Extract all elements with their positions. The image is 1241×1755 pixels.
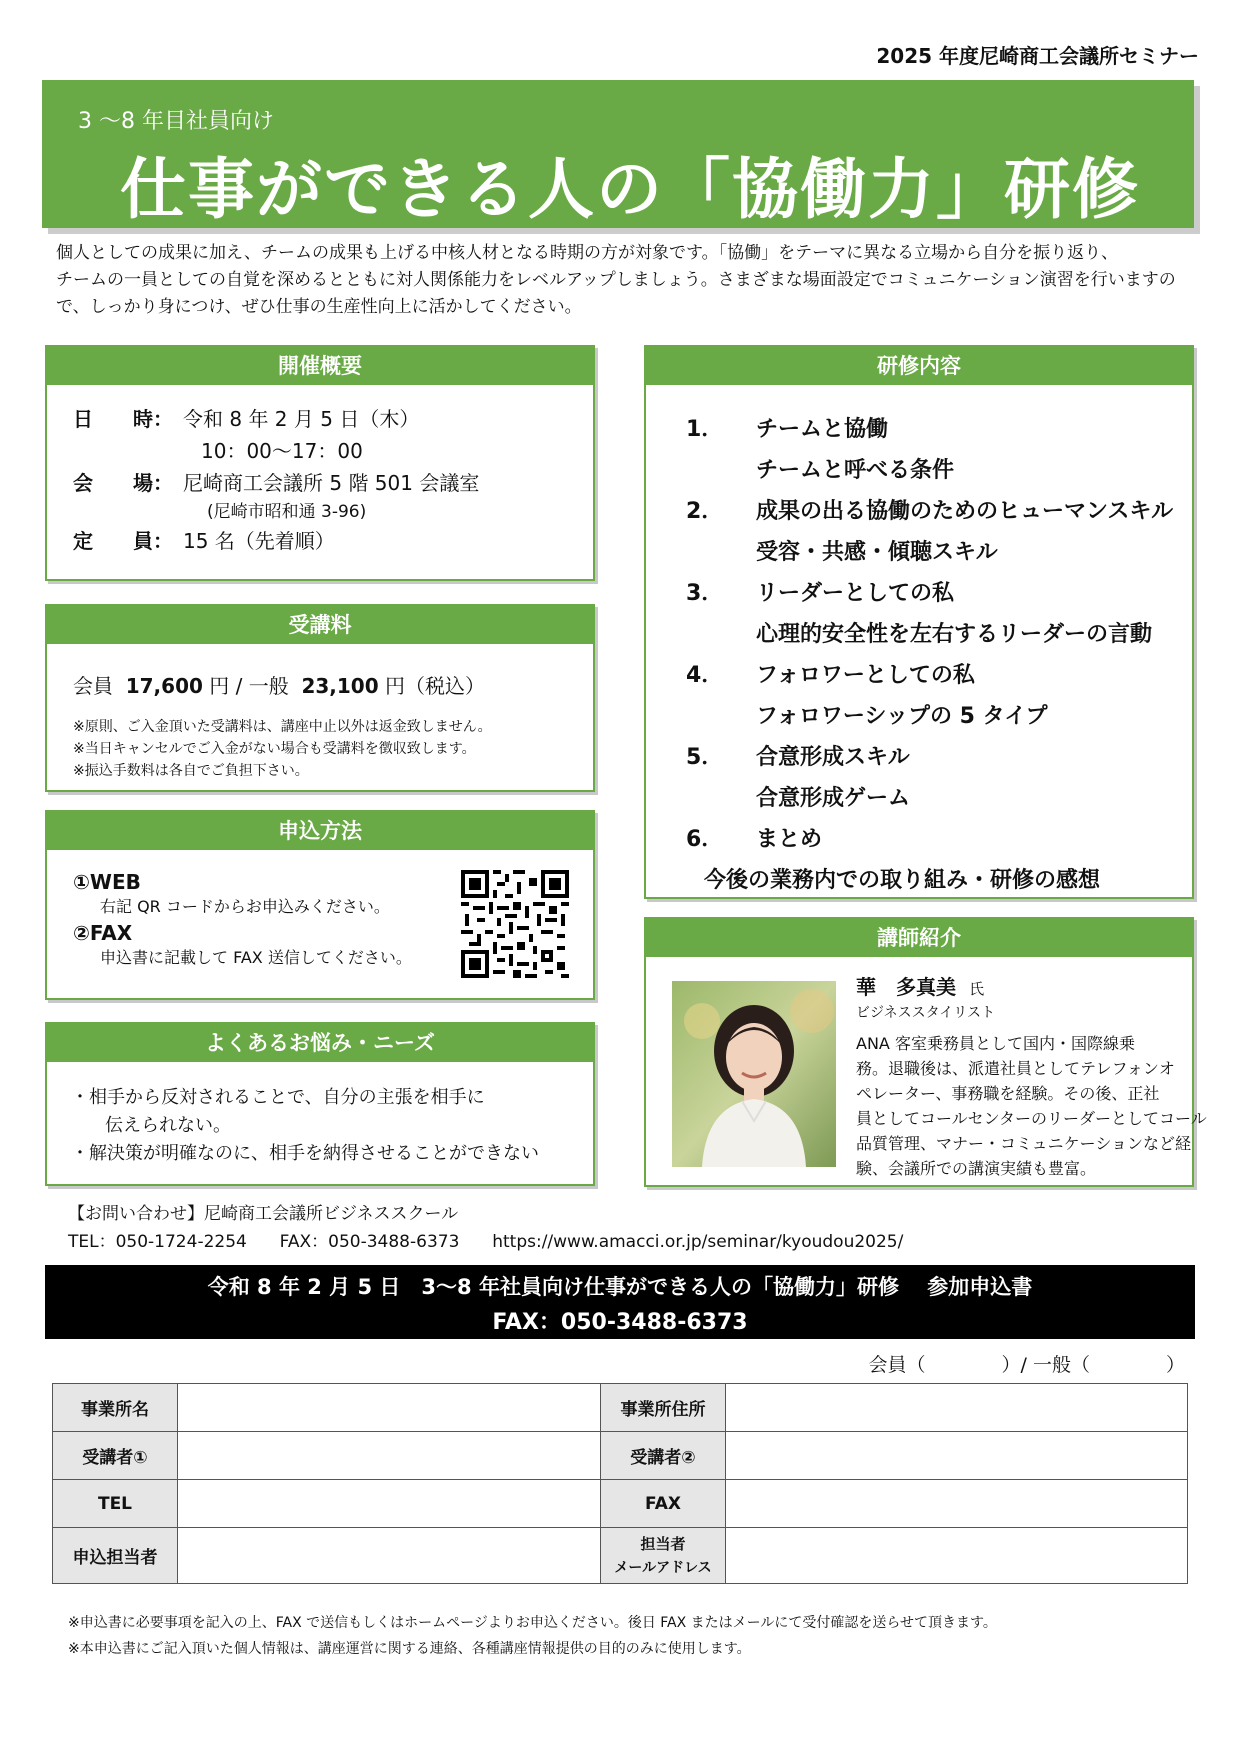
- office-address-field[interactable]: [726, 1384, 1188, 1432]
- title-banner: [42, 80, 1194, 228]
- fee-note: ※当日キャンセルでご入金がない場合も受講料を徴収致します。: [73, 741, 476, 757]
- fee-heading: 受講料: [47, 606, 593, 644]
- instructor-name: 華 多真美: [856, 975, 956, 999]
- capacity-label: 定 員：: [73, 529, 173, 553]
- curriculum-num: 2．: [686, 499, 724, 524]
- curriculum-num: 1．: [686, 417, 724, 442]
- form-note: ※申込書に必要事項を記入の上、FAX で送信もしくはホームページよりお申込ください。後日 FAX またはメールにて受付確認を送らせて頂きます。: [68, 1615, 997, 1631]
- contact-email-label: 担当者 メールアドレス: [601, 1528, 726, 1584]
- curriculum-num: 6．: [686, 827, 724, 852]
- instructor-role: ビジネススタイリスト: [856, 1005, 996, 1021]
- contact-block: [68, 1200, 903, 1256]
- office-name-label: 事業所名: [53, 1384, 178, 1432]
- needs-item: ・解決策が明確なのに、相手を納得させることができない: [71, 1143, 539, 1164]
- overview-heading: 開催概要: [47, 347, 593, 385]
- web-desc: 右記 QR コードからお申込みください。: [100, 897, 390, 916]
- fax-label: ②FAX: [73, 921, 133, 945]
- form-banner-fax: FAX：050-3488-6373: [492, 1310, 748, 1335]
- contact-person-label: 申込担当者: [53, 1528, 178, 1584]
- fee-panel: [45, 604, 595, 792]
- curriculum-num: 3．: [686, 581, 724, 606]
- date-label: 日 時：: [73, 407, 173, 431]
- contact-email-field[interactable]: [726, 1528, 1188, 1584]
- curriculum-panel: [644, 345, 1194, 899]
- title-subtitle: 3 ～8 年目社員向け: [78, 109, 274, 134]
- date-value: 令和 8 年 2 月 5 日（木）: [183, 407, 420, 431]
- capacity-value: 15 名（先着順）: [183, 529, 335, 553]
- curriculum-num: 4．: [686, 663, 724, 688]
- contact-url-link[interactable]: https://www.amacci.or.jp/seminar/kyoudou2025/: [492, 1232, 904, 1252]
- fee-line: 会員 17,600 円 / 一般 23,100 円（税込）: [73, 674, 485, 698]
- contact-fax: FAX：050-3488-6373: [279, 1232, 460, 1252]
- curriculum-num: 5．: [686, 745, 724, 770]
- series-label: 2025 年度尼崎商工会議所セミナー: [876, 44, 1199, 68]
- venue-address: (尼崎市昭和通 3-96): [207, 502, 367, 522]
- fax-label-cell: FAX: [601, 1480, 726, 1528]
- curriculum-main: チームと協働: [756, 417, 889, 442]
- form-note: ※本申込書にご記入頂いた個人情報は、講座運営に関する連絡、各種講座情報提供の目的のみに使用します。: [68, 1641, 751, 1657]
- instructor-honorific: 氏: [969, 980, 985, 998]
- needs-item: ・相手から反対されることで、自分の主張を相手に: [71, 1087, 485, 1108]
- curriculum-heading: 研修内容: [646, 347, 1192, 385]
- attendee1-field[interactable]: [178, 1432, 601, 1480]
- form-banner-title: 令和 8 年 2 月 5 日 3～8 年社員向け仕事ができる人の「協働力」研修 参加申込書: [207, 1275, 1033, 1299]
- fee-note: ※振込手数料は各自でご負担下さい。: [73, 763, 309, 779]
- curriculum-sub: 今後の業務内での取り組み・研修の感想: [704, 868, 1101, 893]
- application-form: [52, 1383, 1188, 1584]
- curriculum-main: 成果の出る協働のためのヒューマンスキル: [756, 499, 1174, 524]
- tel-label: TEL: [53, 1480, 178, 1528]
- tel-field[interactable]: [178, 1480, 601, 1528]
- fax-field[interactable]: [726, 1480, 1188, 1528]
- curriculum-main: 合意形成スキル: [756, 745, 910, 770]
- curriculum-main: まとめ: [756, 827, 823, 852]
- contact-tel[interactable]: TEL：050-1724-2254: [68, 1232, 247, 1252]
- curriculum-sub: 心理的安全性を左右するリーダーの言動: [756, 622, 1153, 647]
- member-price: 17,600: [125, 674, 203, 698]
- fax-desc: 申込書に記載して FAX 送信してください。: [100, 948, 412, 967]
- instructor-panel: [644, 917, 1207, 1187]
- contact-label: 【お問い合わせ】尼崎商工会議所ビジネススクール: [68, 1204, 459, 1224]
- contact-person-field[interactable]: [178, 1528, 601, 1584]
- page-title: 仕事ができる人の「協働力」研修: [120, 151, 1140, 228]
- curriculum-main: フォロワーとしての私: [756, 663, 975, 688]
- curriculum-main: リーダーとしての私: [756, 581, 955, 606]
- general-price: 23,100: [301, 674, 379, 698]
- office-address-label: 事業所住所: [601, 1384, 726, 1432]
- form-notes: [68, 1610, 997, 1662]
- apply-panel: [45, 810, 595, 1000]
- instructor-photo: [672, 981, 836, 1167]
- venue-label: 会 場：: [73, 471, 173, 495]
- curriculum-sub: チームと呼べる条件: [756, 458, 955, 483]
- apply-heading: 申込方法: [47, 812, 593, 850]
- venue-value: 尼崎商工会議所 5 階 501 会議室: [183, 471, 480, 495]
- attendee1-label: 受講者①: [53, 1432, 178, 1480]
- overview-panel: [45, 345, 595, 581]
- fee-note: ※原則、ご入金頂いた受講料は、講座中止以外は返金致しません。: [73, 719, 492, 735]
- needs-item-cont: 伝えられない。: [105, 1115, 231, 1136]
- attendee2-label: 受講者②: [601, 1432, 726, 1480]
- attendee2-field[interactable]: [726, 1432, 1188, 1480]
- curriculum-sub: 受容・共感・傾聴スキル: [756, 540, 998, 565]
- membership-select[interactable]: 会員（ ）/ 一般（ ）: [868, 1354, 1185, 1376]
- curriculum-sub: 合意形成ゲーム: [756, 786, 911, 811]
- time-value: 10：00～17：00: [201, 439, 363, 463]
- needs-panel: [45, 1022, 595, 1186]
- intro-text: 個人としての成果に加え、チームの成果も上げる中核人材となる時期の方が対象です。「協働」をテーマに異なる立場から自分を振り返り、 チームの一員としての自覚を深めるとともに対人関係能力をレベルアップしましょう。さまざまな場面設定でコミュニケーション演習を行いますの で、しっかり身につけ、ぜひ仕事の生産性向上に活かしてください。: [56, 243, 1176, 317]
- needs-heading: よくあるお悩み・ニーズ: [47, 1024, 593, 1062]
- office-name-field[interactable]: [178, 1384, 601, 1432]
- form-banner: [45, 1265, 1195, 1339]
- instructor-heading: 講師紹介: [646, 919, 1192, 957]
- instructor-bio: ANA 客室乗務員として国内・国際線乗 務。退職後は、派遣社員としてテレフォンオ ペレーター、事務職を経験。その後、正社 員としてコールセンターのリーダーとしてコール 品質管理、マナー・コミュニケーションなど経 験、会議所での講演実績も豊富。: [856, 1034, 1207, 1178]
- curriculum-sub: フォロワーシップの 5 タイプ: [756, 704, 1048, 729]
- web-label: ①WEB: [73, 870, 141, 894]
- qr-code[interactable]: [461, 870, 569, 978]
